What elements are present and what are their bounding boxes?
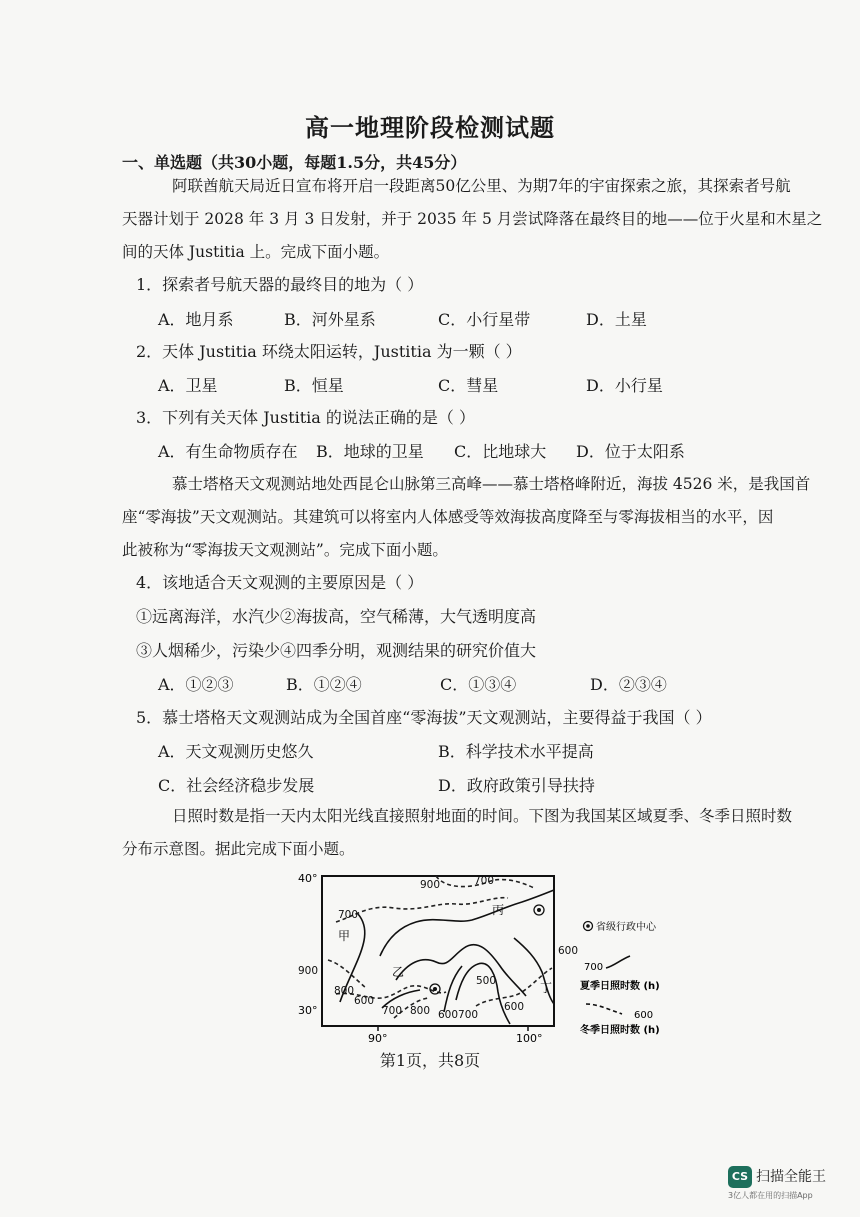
isoline-label: 800 (334, 985, 355, 997)
q4-option-b[interactable]: B．①②④ (286, 675, 362, 694)
capital-marker-dot (433, 987, 437, 991)
passage-line: 座“零海拔”天文观测站。其建筑可以将室内人体感受等效海拔高度降至与零海拔相当的水平，因 (122, 508, 774, 526)
scanner-watermark (728, 1164, 838, 1204)
map-legend (580, 920, 660, 1036)
isoline-label: 500 (476, 975, 497, 987)
legend-winter-value: 600 (634, 1010, 654, 1021)
passage-line: 日照时数是指一天内太阳光线直接照射地面的时间。下图为我国某区域夏季、冬季日照时数 (172, 807, 793, 825)
q5-option-b[interactable]: B．科学技术水平提高 (438, 742, 594, 761)
lat-label-top: 40° (298, 872, 318, 885)
question-5: 5．慕士塔格天文观测站成为全国首座“零海拔”天文观测站，主要得益于我国（ ） (136, 708, 712, 727)
q4-option-d[interactable]: D．②③④ (590, 675, 667, 694)
legend-summer-value: 700 (584, 962, 604, 973)
isoline-label: 900 (420, 879, 441, 891)
passage-1 (122, 170, 823, 269)
capital-marker-dot (537, 908, 541, 912)
section-heading: 一、单选题（共30小题，每题1.5分，共45分） (122, 153, 467, 172)
isoline-label: 700 (382, 1005, 403, 1017)
q3-option-a[interactable]: A．有生命物质存在 (158, 442, 298, 461)
sunshine-map-svg (296, 868, 676, 1048)
isoline-label: 600 (354, 995, 375, 1007)
q2-option-b[interactable]: B．恒星 (284, 376, 344, 395)
passage-line: 分布示意图。据此完成下面小题。 (122, 840, 355, 858)
place-label-bing: 丙 (492, 903, 505, 917)
isoline-label: 600 (504, 1001, 525, 1013)
passage-line: 天器计划于 2028 年 3 月 3 日发射，并于 2035 年 5 月尝试降落在最终目的地——位于火星和木星之 (122, 210, 823, 228)
lat-label-bottom: 30° (298, 1004, 318, 1017)
q1-option-d[interactable]: D．土星 (586, 310, 647, 329)
q4-statement-line: ③人烟稀少，污染少④四季分明，观测结果的研究价值大 (136, 641, 537, 660)
q1-option-b[interactable]: B．河外星系 (284, 310, 376, 329)
legend-winter-label: 冬季日照时数 (h) (580, 1025, 660, 1036)
q2-option-c[interactable]: C．彗星 (438, 376, 499, 395)
q2-option-d[interactable]: D．小行星 (586, 376, 663, 395)
legend-capital-icon-dot (586, 924, 590, 928)
lon-label-right: 100° (516, 1032, 543, 1045)
legend-capital-label: 省级行政中心 (596, 922, 656, 933)
question-1: 1．探索者号航天器的最终目的地为（ ） (136, 275, 424, 294)
passage-line: 慕士塔格天文观测站地处西昆仑山脉第三高峰——慕士塔格峰附近，海拔 4526 米，是我国首 (172, 475, 811, 493)
q3-option-b[interactable]: B．地球的卫星 (316, 442, 424, 461)
place-label-yi: 乙 (392, 965, 405, 979)
q3-option-c[interactable]: C．比地球大 (454, 442, 547, 461)
q5-option-d[interactable]: D．政府政策引导扶持 (438, 776, 595, 795)
scanner-logo-icon: CS (728, 1166, 752, 1188)
question-3: 3．下列有关天体 Justitia 的说法正确的是（ ） (136, 408, 476, 427)
q2-option-a[interactable]: A．卫星 (158, 376, 218, 395)
isoline-label: 800 (410, 1005, 431, 1017)
q5-option-c[interactable]: C．社会经济稳步发展 (158, 776, 315, 795)
passage-line: 间的天体 Justitia 上。完成下面小题。 (122, 243, 390, 261)
legend-summer-label: 夏季日照时数 (h) (580, 981, 660, 992)
question-2: 2．天体 Justitia 环绕太阳运转，Justitia 为一颗（ ） (136, 342, 522, 361)
q1-option-c[interactable]: C．小行星带 (438, 310, 531, 329)
place-label-ding: 丁 (540, 981, 553, 995)
scanner-brand-tagline: 3亿人都在用的扫描App (728, 1191, 813, 1200)
q3-option-d[interactable]: D．位于太阳系 (576, 442, 685, 461)
page-title: 高一地理阶段检测试题 (305, 113, 555, 142)
isoline-label: 700 (338, 909, 359, 921)
isoline-label: 900 (298, 965, 319, 977)
passage-2 (122, 468, 811, 567)
isoline-label: 700 (474, 875, 495, 887)
sunshine-map-figure (296, 868, 676, 1048)
place-label-jia: 甲 (338, 929, 351, 943)
scanner-brand-name: 扫描全能王 (756, 1169, 826, 1185)
legend-winter-line (586, 1004, 622, 1014)
passage-line: 阿联酋航天局近日宣布将开启一段距离50亿公里、为期7年的宇宙探索之旅，其探索者号航 (172, 177, 791, 195)
q4-option-a[interactable]: A．①②③ (158, 675, 234, 694)
place-labels (338, 903, 552, 995)
q4-option-c[interactable]: C．①③④ (440, 675, 517, 694)
q4-statement-line: ①远离海洋，水汽少②海拔高，空气稀薄，大气透明度高 (136, 607, 537, 626)
q1-option-a[interactable]: A．地月系 (158, 310, 234, 329)
summer-isoline (396, 945, 526, 996)
q5-option-a[interactable]: A．天文观测历史悠久 (158, 742, 314, 761)
lon-label-left: 90° (368, 1032, 388, 1045)
legend-summer-line (606, 956, 630, 968)
question-4: 4．该地适合天文观测的主要原因是（ ） (136, 573, 424, 592)
passage-line: 此被称为“零海拔天文观测站”。完成下面小题。 (122, 541, 448, 559)
isoline-label: 600700 (438, 1009, 479, 1021)
passage-3 (122, 800, 802, 866)
isoline-label: 600 (558, 945, 579, 957)
page-footer: 第1页，共8页 (379, 1051, 481, 1070)
